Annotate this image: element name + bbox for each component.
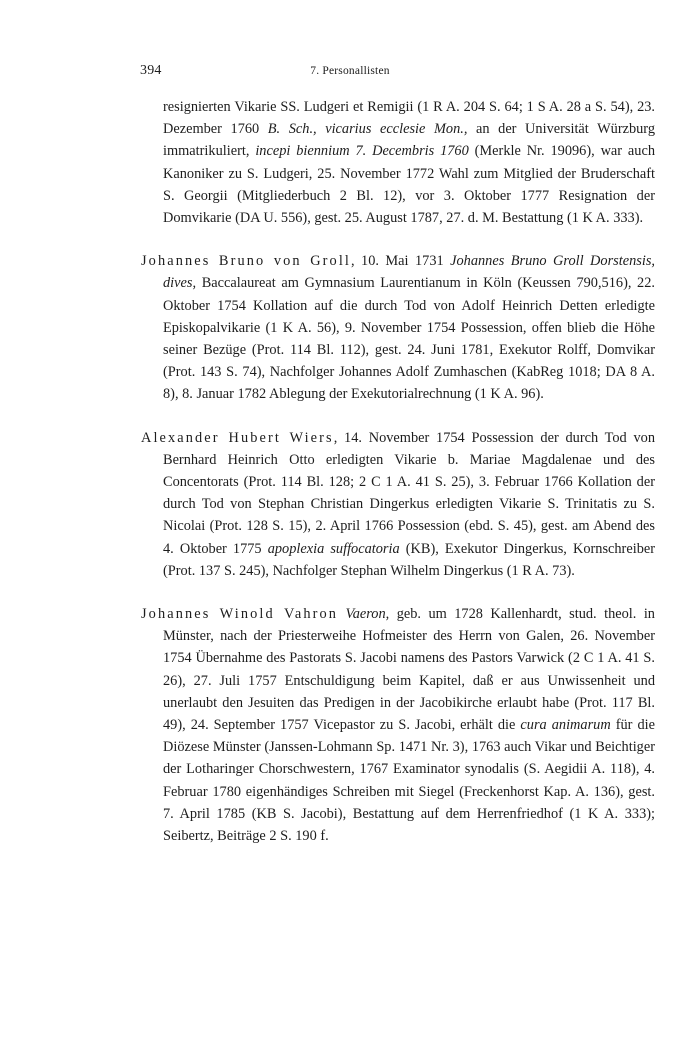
entry-johannes-winold-vahron xyxy=(141,603,655,847)
entry-text: Baccalaureat am Gymnasium Laurentianum in Köln (Keussen 790,516), 22. Oktober 1754 Kollation auf die durch Tod von Adolf Heinrich Detten erledigte Episkopalvikarie (1 K A. 56), 9. November 1754 Possession, offen blieb die Höhe seiner Bezüge (Prot. 114 Bl. 112), gest. 24. Juni 1781, Exekutor Rolff, Domvikar (Prot. 143 S. 74), Nachfolger Johannes Adolf Zumhaschen (KabReg 1018; DA 8 A. 8), 8. Januar 1782 Ablegung der Exekutorialrechnung (1 K A. 96). xyxy=(163,275,655,403)
italic-quote: B. Sch., vicarius ecclesie Mon., xyxy=(267,121,468,138)
entry-text: für die Diözese Münster (Janssen-Lohmann Sp. 1471 Nr. 3), 1763 auch Vikar und Beichtiger der Lotharinger Chorschwestern, 1767 Examinator synodalis (S. Aegidii A. 118), 4. Februar 1780 eigenhändiges Schreiben mit Siegel (Freckenhorst Kap. A. 136), gest. 7. April 1785 (KB S. Jacobi), Bestattung auf dem Herrenfriedhof (1 K A. 333); Seibertz, Beiträge 2 S. 190 f. xyxy=(163,717,655,845)
italic-quote: Vaeron, xyxy=(345,606,390,623)
entry-johannes-bruno-von-groll xyxy=(141,250,655,405)
entry-text: an der Universität Würzburg immatrikuliert, xyxy=(163,121,655,160)
italic-quote: Johannes Bruno Groll Dorstensis, dives, xyxy=(163,253,655,292)
entry-text: (KB), Exekutor Dingerkus, Kornschreiber (Prot. 137 S. 245), Nachfolger Stephan Wilhelm Dingerkus (1 R A. 73). xyxy=(163,540,656,579)
entry-continuation xyxy=(141,96,655,229)
body-text xyxy=(141,96,655,847)
entry-text: (Merkle Nr. 19096), war auch Kanoniker zu S. Ludgeri, 25. November 1772 Wahl zum Mitglied der Bruderschaft S. Georgii (Mitgliederbuch 2 Bl. 12), vor 3. Oktober 1777 Resignation der Domvikarie (DA U. 556), gest. 25. August 1787, 27. d. M. Bestattung (1 K A. 333). xyxy=(163,143,656,227)
italic-quote: cura animarum xyxy=(520,717,611,734)
person-name: Johannes Bruno von Groll xyxy=(141,253,351,270)
italic-quote: apoplexia suffocatoria xyxy=(267,540,400,557)
entry-alexander-hubert-wiers xyxy=(141,427,655,582)
person-name: Alexander Hubert Wiers xyxy=(141,429,334,446)
entry-text: , 10. Mai 1731 xyxy=(351,253,451,270)
italic-quote: incepi biennium 7. Decembris 1760 xyxy=(255,143,469,160)
entry-text: resignierten Vikarie SS. Ludgeri et Remigii (1 R A. 204 S. 64; 1 S A. 28 a S. 54), 23. Dezember 1760 xyxy=(163,99,655,138)
entry-text xyxy=(338,606,345,622)
entry-text: geb. um 1728 Kallenhardt, stud. theol. in Münster, nach der Priesterweihe Hofmeister des Herrn von Galen, 26. November 1754 Übernahme des Pastorats S. Jacobi namens des Pastors Varwick (2 C 1 A. 41 S. 26), 27. Juli 1757 Entschuldigung beim Kapitel, daß er aus Unwissenheit und unerlaubt den Jesuiten das Predigen in der Jacobikirche erlaubt habe (Prot. 117 Bl. 49), 24. September 1757 Vicepastor zu S. Jacobi, erhält die xyxy=(163,606,655,734)
person-name: Johannes Winold Vahron xyxy=(141,606,339,623)
running-title: 7. Personallisten xyxy=(310,65,390,77)
page-number: 394 xyxy=(140,63,162,78)
entry-text: , 14. November 1754 Possession der durch Tod von Bernhard Heinrich Otto erledigten Vikarie b. Mariae Magdalenae und des Concentorats (Prot. 114 Bl. 128; 2 C 1 A. 41 S. 25), 3. Februar 1766 Kollation der durch Tod von Stephan Christian Dingerkus erledigten Vikarie S. Trinitatis zu S. Nicolai (Prot. 128 S. 15), 2. April 1766 Possession (ebd. S. 45), gest. am Abend des 4. Oktober 1775 xyxy=(163,429,656,557)
